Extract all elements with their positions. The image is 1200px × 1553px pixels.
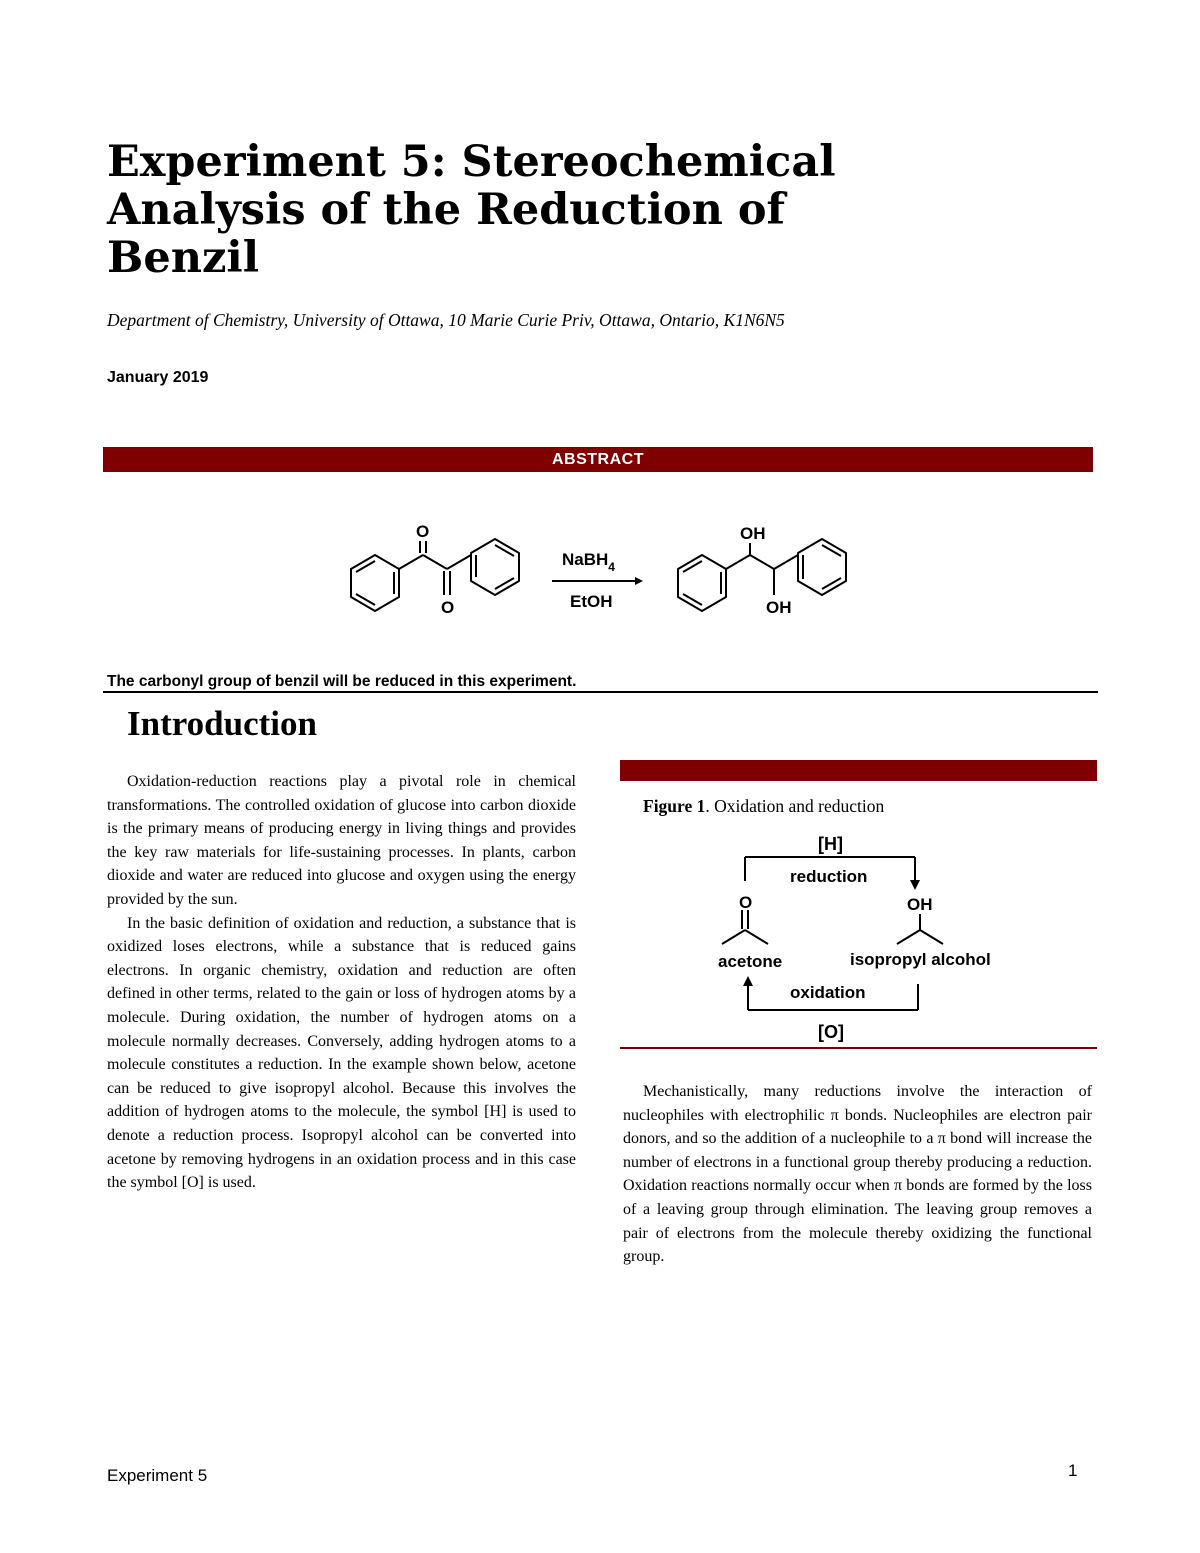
benzil-oxygen-top: O	[416, 522, 430, 541]
acetone-oxygen: O	[739, 893, 753, 912]
reagent-label: NaBH$_4$	[562, 550, 615, 574]
oxidation-arrowhead	[743, 976, 753, 986]
product-phenyl-ring-left	[678, 555, 726, 611]
oxidation-reduction-diagram	[700, 826, 1010, 1046]
affiliation: Department of Chemistry, University of Ottawa, 10 Marie Curie Priv, Ottawa, Ontario, K1N6N5	[107, 310, 785, 330]
benzil-oxygen-bottom: O	[441, 598, 455, 617]
product-phenyl-ring-right	[798, 539, 846, 595]
solvent-label: EtOH	[570, 592, 613, 611]
product-hydroxyl-bottom: OH	[766, 598, 792, 617]
reduction-symbol: [H]	[818, 834, 843, 854]
acetone-label: acetone	[718, 952, 783, 971]
abstract-divider	[103, 691, 1098, 693]
isopropyl-hydroxyl: OH	[907, 895, 933, 914]
figure-bottom-rule	[620, 1047, 1097, 1049]
intro-paragraph-1: Oxidation-reduction reactions play a pivotal role in chemical transformations. The controlled oxidation of glucose into carbon dioxide is the primary means of producing energy in living things and provides the key raw materials for life-sustaining processes. In plants, carbon dioxide and water are reduced into glucose and oxygen using the energy provided by the sun.	[107, 773, 576, 908]
benzil-reduction-scheme	[330, 515, 870, 665]
benzil-phenyl-ring-right	[471, 539, 519, 595]
abstract-banner: ABSTRACT	[103, 447, 1093, 472]
oxidation-label: oxidation	[790, 983, 866, 1002]
introduction-body	[107, 770, 576, 1195]
isopropyl-alcohol-label: isopropyl alcohol	[850, 950, 991, 969]
reduction-arrowhead	[910, 880, 920, 890]
right-column-body	[623, 1080, 1092, 1269]
abstract-caption: The carbonyl group of benzil will be reduced in this experiment.	[107, 673, 577, 690]
page-number: 1	[1068, 1461, 1078, 1480]
benzil-phenyl-ring-left	[351, 555, 399, 611]
reaction-arrowhead	[635, 577, 643, 585]
reduction-label: reduction	[790, 867, 868, 886]
introduction-heading: Introduction	[127, 704, 317, 743]
oxidation-symbol: [O]	[818, 1022, 844, 1042]
intro-paragraph-2: In the basic definition of oxidation and reduction, a substance that is oxidized loses electrons, while a substance that is reduced gains electrons. In organic chemistry, oxidation and reduction are often defined in other terms, related to the gain or loss of hydrogen atoms by a molecule. During oxidation, the number of hydrogen atoms on a molecule normally decreases. Conversely, adding hydrogen atoms to a molecule constitutes a reduction. In the example shown below, acetone can be reduced to give isopropyl alcohol. Because this involves the addition of hydrogen atoms to the molecule, the symbol [H] is used to denote a reduction process. Isopropyl alcohol can be converted into acetone by removing hydrogens in an oxidation process and in this case the symbol [O] is used.	[107, 914, 576, 1192]
figure-1-caption: Figure 1. Oxidation and reduction	[643, 796, 885, 816]
product-hydroxyl-top: OH	[740, 524, 766, 543]
figure-1-label: Figure 1	[643, 796, 706, 816]
figure-banner	[620, 760, 1097, 781]
footer-experiment-label: Experiment 5	[107, 1466, 208, 1485]
publication-date: January 2019	[107, 369, 209, 386]
paper-title: Experiment 5: Stereochemical Analysis of the Reduction of Benzil	[107, 137, 836, 283]
mechanism-paragraph: Mechanistically, many reductions involve the interaction of nucleophiles with electrophilic π bonds. Nucleophiles are electron pair donors, and so the addition of a nucleophile to a π bond will increase the number of electrons in a functional group thereby producing a reduction. Oxidation reactions normally occur when π bonds are formed by the loss of a leaving group through elimination. The leaving group removes a pair of electrons from the molecule thereby oxidizing the functional group.	[623, 1083, 1092, 1266]
